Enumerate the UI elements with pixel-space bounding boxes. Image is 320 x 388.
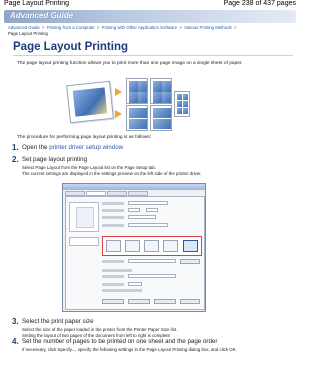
- page-title: Page Layout Printing: [13, 41, 129, 53]
- step-text: Set the number of pages to be printed on one sheet and the page order: [22, 338, 218, 345]
- output-page-image: [150, 78, 172, 104]
- step-text: Open the printer driver setup window: [22, 144, 124, 151]
- arrow-right-icon: [115, 110, 122, 118]
- breadcrumb-separator: >: [233, 25, 237, 30]
- breadcrumb-link-various-methods[interactable]: Various Printing Methods: [184, 25, 232, 30]
- intro-paragraph: The page layout printing function allows you to print more than one page image on a single sheet of paper.: [17, 61, 243, 66]
- output-page-image: [126, 105, 148, 131]
- header-title: Page Layout Printing: [4, 0, 69, 7]
- breadcrumb-separator: >: [96, 25, 100, 30]
- step-number: 4.: [12, 337, 19, 346]
- step-description: If necessary, click Specify..., specify the following settings in the Page Layout Printing dialog box, and click OK.: [22, 347, 237, 352]
- step-description: Select Page Layout from the Page Layout list on the Page Setup tab. The current settings are displayed in the settings preview on the left side of the printer driver.: [22, 165, 202, 176]
- printer-driver-dialog-screenshot: [62, 183, 206, 312]
- step-number: 1.: [12, 143, 19, 152]
- step-text: Set page layout printing: [22, 156, 88, 163]
- output-page-image: [150, 105, 172, 131]
- title-divider: [13, 55, 293, 56]
- output-page-image: [126, 78, 148, 104]
- page-counter: Page 238 of 437 pages: [223, 0, 296, 7]
- step-number: 2.: [12, 155, 19, 164]
- page-layout-option-selected: [183, 240, 198, 252]
- printer-driver-setup-link[interactable]: printer driver setup window: [49, 144, 124, 151]
- dialog-body: [65, 196, 205, 310]
- procedure-intro: The procedure for performing page layout printing is as follows:: [17, 135, 152, 140]
- source-document-image: [66, 81, 114, 123]
- preview-caption: [69, 237, 99, 246]
- banner-label: Advanced Guide: [10, 11, 74, 20]
- dialog-titlebar: [63, 184, 205, 190]
- step-text: Select the print paper size: [22, 318, 94, 325]
- brand-logo-icon: [282, 12, 292, 21]
- page-layout-list-highlight: [102, 236, 202, 256]
- settings-preview-image: [69, 202, 99, 232]
- breadcrumb-separator: >: [41, 25, 45, 30]
- breadcrumb-link-advanced-guide[interactable]: Advanced Guide: [8, 25, 40, 30]
- layout-illustration: [68, 78, 192, 130]
- step-number: 3.: [12, 317, 19, 326]
- breadcrumb-current: Page Layout Printing: [8, 31, 48, 36]
- breadcrumb-link-printing-from-computer[interactable]: Printing from a Computer: [46, 25, 95, 30]
- output-page-image: [174, 91, 190, 117]
- breadcrumb-separator: >: [179, 25, 182, 30]
- breadcrumb-link-other-software[interactable]: Printing with Other Application Software: [101, 25, 178, 30]
- arrow-right-icon: [115, 88, 122, 96]
- breadcrumb: [8, 25, 296, 37]
- page-header: [0, 0, 300, 10]
- guide-banner: [4, 10, 296, 23]
- step-description: Select the size of the paper loaded in the printer from the Printer Paper Size list. Setting the layout of two pages of the document from left to right is complete.: [22, 327, 178, 338]
